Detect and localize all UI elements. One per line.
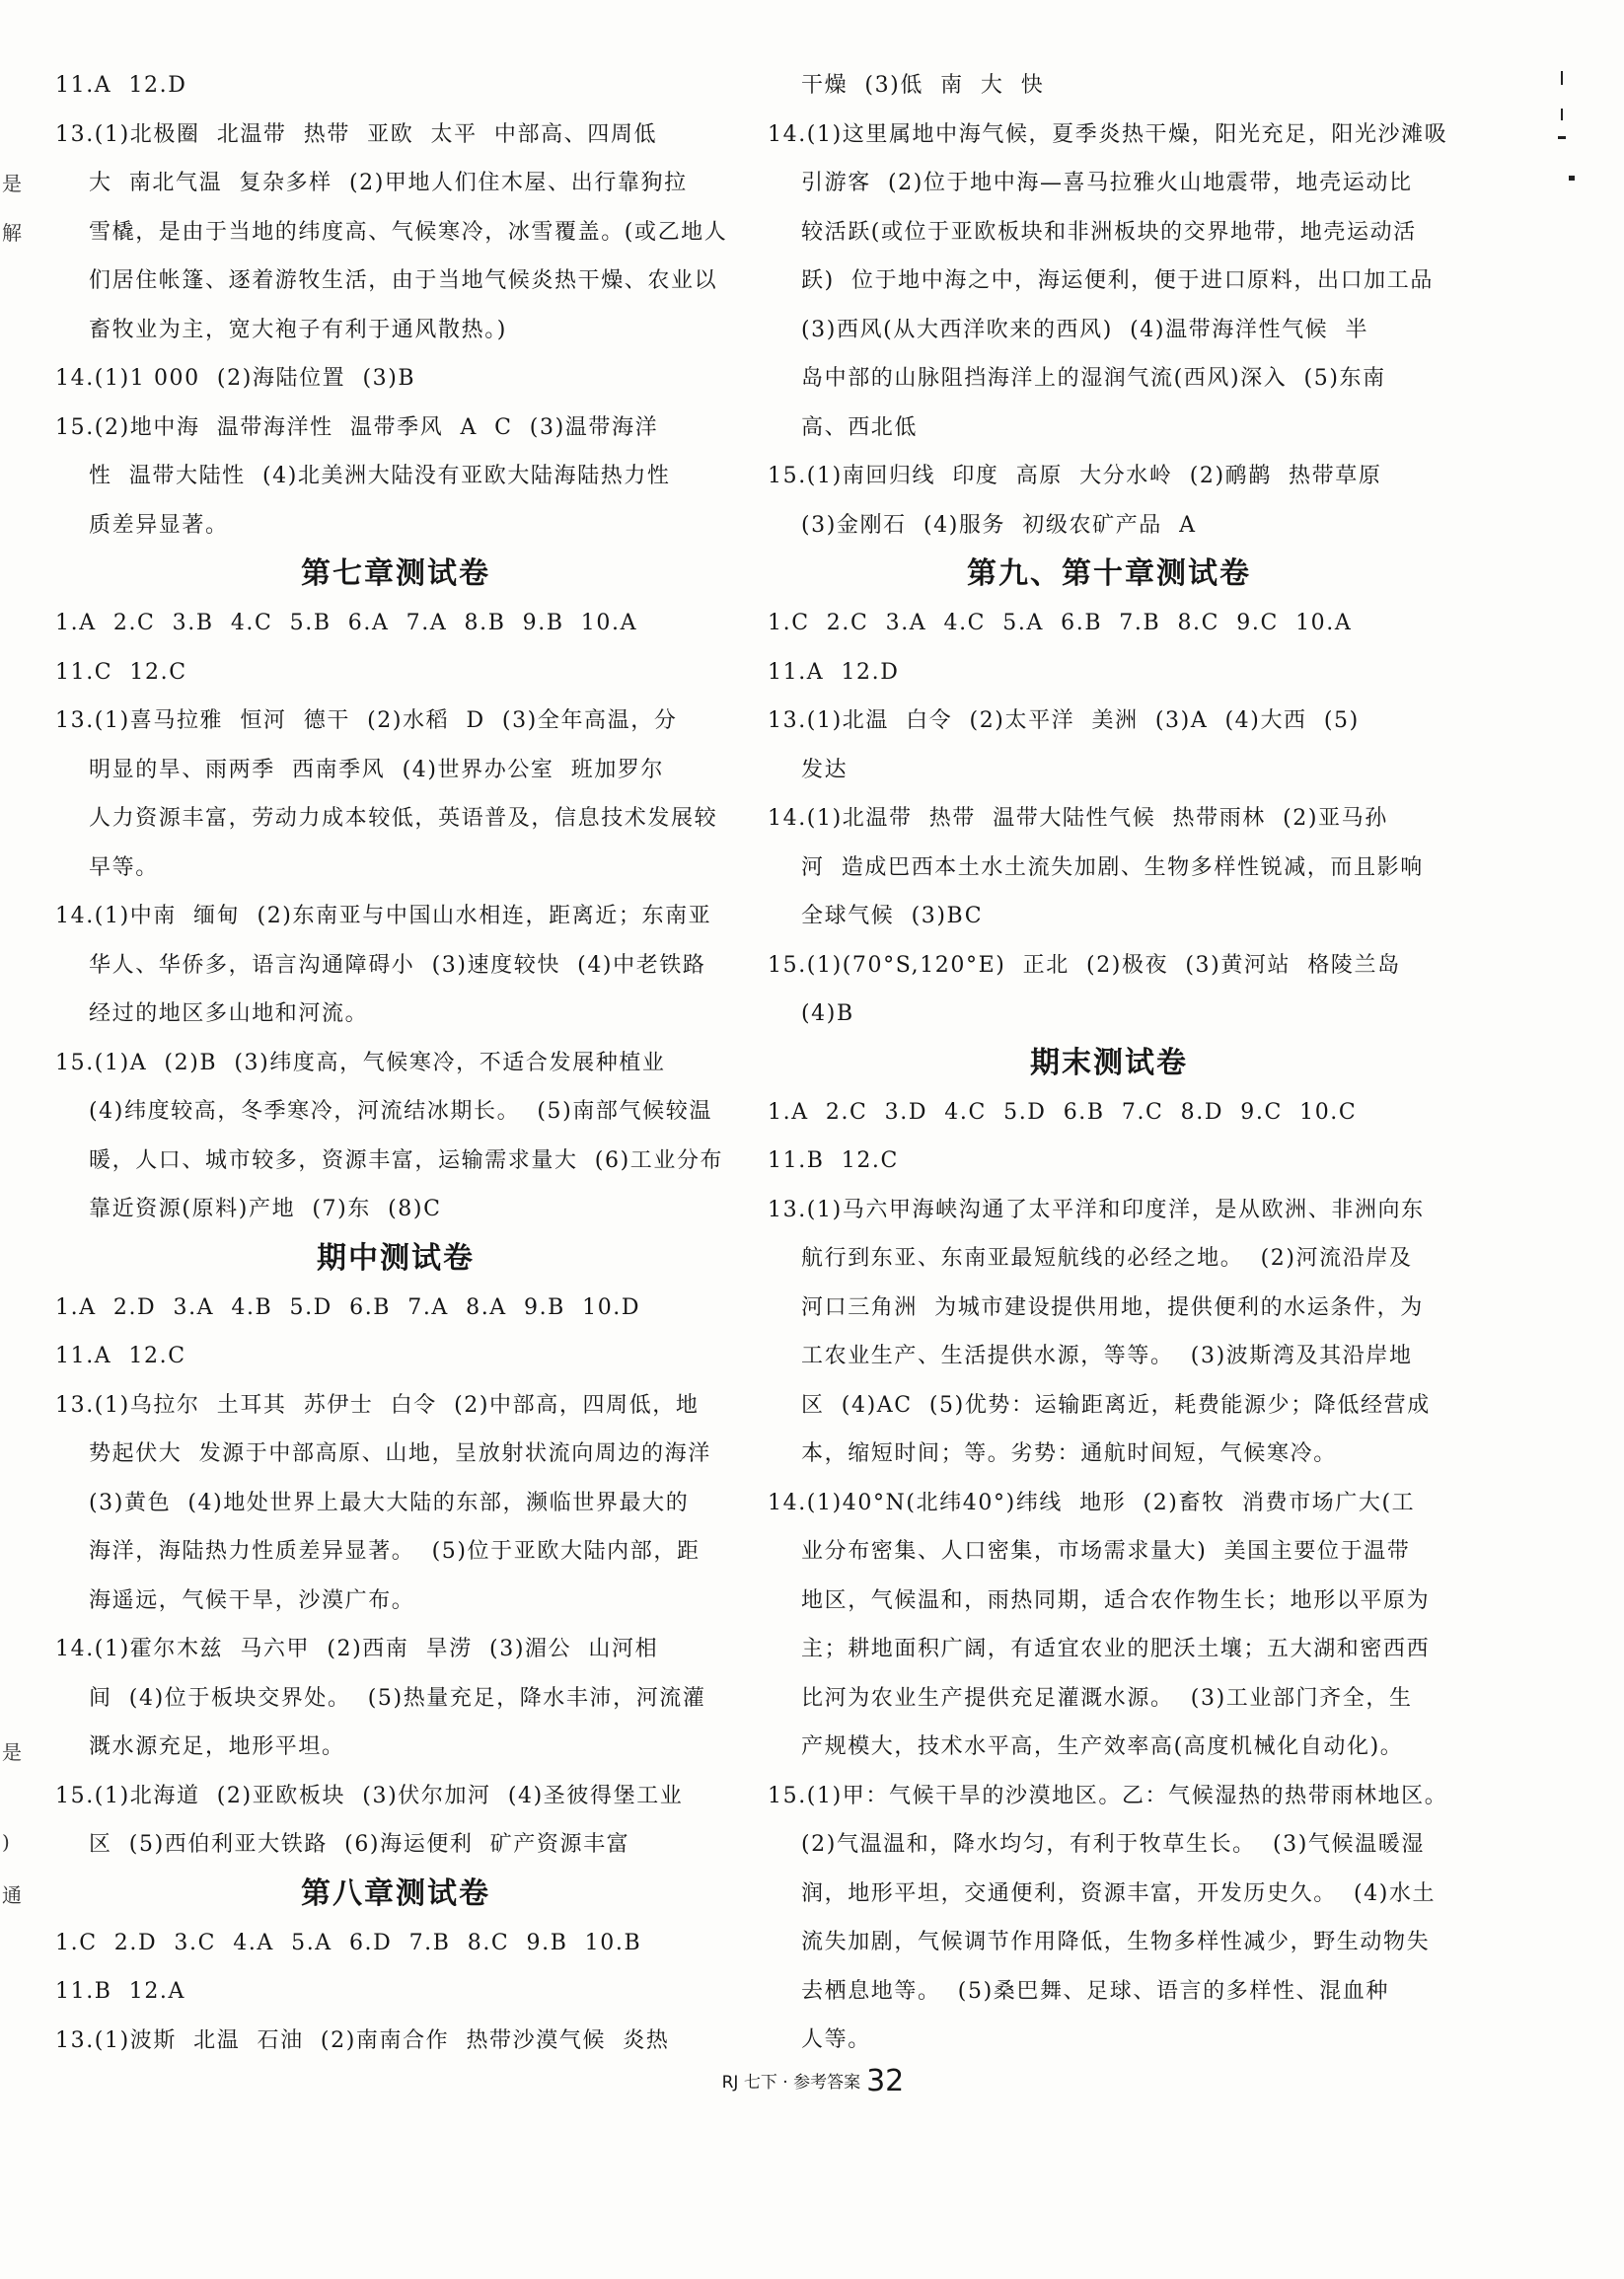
answer-line: (3)金刚石 (4)服务 初级农矿产品 A bbox=[801, 512, 1197, 538]
answer-line: 1.A 2.D 3.A 4.B 5.D 6.B 7.A 8.A 9.B 10.D bbox=[55, 1294, 641, 1320]
answer-line: 海洋，海陆热力性质差异显著。 (5)位于亚欧大陆内部，距 bbox=[89, 1539, 701, 1564]
answer-line: 1.A 2.C 3.D 4.C 5.D 6.B 7.C 8.D 9.C 10.C bbox=[768, 1099, 1358, 1125]
answer-line: 产规模大，技术水平高，生产效率高(高度机械化自动化)。 bbox=[801, 1734, 1404, 1759]
answer-line: 发达 bbox=[801, 757, 849, 782]
margin-mark bbox=[1569, 176, 1575, 181]
section-heading: 期中测试卷 bbox=[317, 1240, 475, 1276]
margin-mark bbox=[1561, 109, 1563, 120]
answer-line: 13.(1)北极圈 北温带 热带 亚欧 太平 中部高、四周低 bbox=[55, 121, 658, 147]
footer-label: RJ 七下 · 参考答案 bbox=[721, 2073, 861, 2093]
answer-line: 区 (4)AC (5)优势：运输距离近，耗费能源少；降低经营成 bbox=[801, 1392, 1431, 1418]
margin-mark bbox=[1558, 136, 1566, 139]
answer-line: 11.A 12.D bbox=[768, 659, 900, 685]
answer-line: 14.(1)40°N(北纬40°)纬线 地形 (2)畜牧 消费市场广大(工 bbox=[768, 1490, 1416, 1515]
answer-line: 本，缩短时间；等。劣势：通航时间短，气候寒冷。 bbox=[801, 1441, 1337, 1466]
answer-line: 雪橇，是由于当地的纬度高、气候寒冷，冰雪覆盖。(或乙地人 bbox=[89, 219, 728, 245]
answer-line: 海遥远，气候干旱，沙漠广布。 bbox=[89, 1587, 415, 1613]
answer-line: 润，地形平坦，交通便利，资源丰富，开发历史久。 (4)水土 bbox=[801, 1880, 1437, 1906]
answer-line: 14.(1)这里属地中海气候，夏季炎热干燥，阳光充足，阳光沙滩吸 bbox=[768, 121, 1448, 147]
answer-line: 15.(2)地中海 温带海洋性 温带季风 A C (3)温带海洋 bbox=[55, 414, 659, 440]
answer-line: 去栖息地等。 (5)桑巴舞、足球、语言的多样性、混血种 bbox=[801, 1978, 1389, 2004]
section-heading: 第九、第十章测试卷 bbox=[967, 556, 1251, 591]
answer-line: 流失加剧，气候调节作用降低，生物多样性减少，野生动物失 bbox=[801, 1930, 1431, 1954]
answer-line: 们居住帐篷、逐着游牧生活，由于当地气候炎热干燥、农业以 bbox=[89, 268, 718, 293]
answer-line: 主；耕地面积广阔，有适宜农业的肥沃土壤；五大湖和密西西 bbox=[801, 1637, 1431, 1661]
answer-line: 11.C 12.C bbox=[55, 659, 187, 685]
answer-line: 全球气候 (3)BC bbox=[801, 904, 984, 928]
answer-line: 地区，气候温和，雨热同期，适合农作物生长；地形以平原为 bbox=[801, 1587, 1431, 1613]
answer-line: 高、西北低 bbox=[801, 414, 919, 440]
answer-line: 14.(1)霍尔木兹 马六甲 (2)西南 旱涝 (3)湄公 山河相 bbox=[55, 1637, 659, 1661]
answer-line: 河 造成巴西本土水土流失加剧、生物多样性锐减，而且影响 bbox=[801, 854, 1424, 880]
answer-line: 15.(1)(70°S,120°E) 正北 (2)极夜 (3)黄河站 格陵兰岛 bbox=[768, 952, 1401, 978]
answer-line: 13.(1)北温 白令 (2)太平洋 美洲 (3)A (4)大西 (5) bbox=[768, 708, 1360, 733]
answer-line: 11.B 12.A bbox=[55, 1979, 186, 2004]
page-number: 32 bbox=[866, 2064, 905, 2098]
answer-line: 工农业生产、生活提供水源，等等。 (3)波斯湾及其沿岸地 bbox=[801, 1344, 1413, 1368]
edge-fragment: 是 bbox=[2, 172, 22, 195]
answer-line: 溉水源充足，地形平坦。 bbox=[89, 1734, 345, 1759]
answer-line: 早等。 bbox=[89, 854, 159, 880]
edge-fragment: 解 bbox=[2, 221, 22, 245]
answer-line: 质差异显著。 bbox=[89, 512, 229, 538]
answer-line: 人等。 bbox=[801, 2027, 871, 2052]
answer-line: 河口三角洲 为城市建设提供用地，提供便利的水运条件，为 bbox=[801, 1294, 1424, 1320]
answer-line: 大 南北气温 复杂多样 (2)甲地人们住木屋、出行靠狗拉 bbox=[89, 171, 688, 195]
answer-line: (3)黄色 (4)地处世界上最大大陆的东部，濒临世界最大的 bbox=[89, 1490, 690, 1515]
answer-line: 经过的地区多山地和河流。 bbox=[89, 1001, 369, 1026]
left-column bbox=[55, 61, 736, 2065]
answer-line: 15.(1)A (2)B (3)纬度高，气候寒冷，不适合发展种植业 bbox=[55, 1050, 666, 1075]
answer-line: 间 (4)位于板块交界处。 (5)热量充足，降水丰沛，河流灌 bbox=[89, 1685, 706, 1711]
answer-line: 较活跃(或位于亚欧板块和非洲板块的交界地带，地壳运动活 bbox=[801, 219, 1417, 245]
answer-line: 性 温带大陆性 (4)北美洲大陆没有亚欧大陆海陆热力性 bbox=[89, 464, 671, 488]
edge-fragment: 是 bbox=[2, 1740, 22, 1764]
answer-line: 15.(1)甲：气候干旱的沙漠地区。乙：气候湿热的热带雨林地区。 bbox=[768, 1783, 1448, 1808]
right-column bbox=[768, 61, 1450, 2065]
answer-line: (4)B bbox=[801, 1001, 854, 1026]
answer-line: 畜牧业为主，宽大袍子有利于通风散热。) bbox=[89, 317, 507, 342]
answer-line: 华人、华侨多，语言沟通障碍小 (3)速度较快 (4)中老铁路 bbox=[89, 952, 706, 978]
edge-fragment: 通 bbox=[2, 1883, 22, 1907]
answer-line: 15.(1)北海道 (2)亚欧板块 (3)伏尔加河 (4)圣彼得堡工业 bbox=[55, 1783, 684, 1808]
answer-line: 岛中部的山脉阻挡海洋上的湿润气流(西风)深入 (5)东南 bbox=[801, 366, 1386, 391]
page-footer bbox=[701, 2044, 947, 2118]
answer-line: 14.(1)中南 缅甸 (2)东南亚与中国山水相连，距离近；东南亚 bbox=[55, 904, 712, 928]
answer-line: 14.(1)北温带 热带 温带大陆性气候 热带雨林 (2)亚马孙 bbox=[768, 806, 1388, 831]
margin-mark bbox=[1561, 71, 1563, 85]
answer-line: 1.C 2.C 3.A 4.C 5.A 6.B 7.B 8.C 9.C 10.A bbox=[768, 611, 1353, 635]
answer-line: 1.C 2.D 3.C 4.A 5.A 6.D 7.B 8.C 9.B 10.B bbox=[55, 1930, 642, 1955]
section-heading: 第八章测试卷 bbox=[301, 1875, 490, 1911]
answer-line: 靠近资源(原料)产地 (7)东 (8)C bbox=[89, 1197, 442, 1221]
answer-line: 11.A 12.C bbox=[55, 1344, 186, 1368]
answer-line: 暖，人口、城市较多，资源丰富，运输需求量大 (6)工业分布 bbox=[89, 1147, 724, 1173]
answer-line: 14.(1)1 000 (2)海陆位置 (3)B bbox=[55, 366, 416, 391]
answer-line: 11.B 12.C bbox=[768, 1148, 899, 1173]
answer-line: 航行到东亚、东南亚最短航线的必经之地。 (2)河流沿岸及 bbox=[801, 1246, 1413, 1271]
answer-line: 势起伏大 发源于中部高原、山地，呈放射状流向周边的海洋 bbox=[89, 1441, 711, 1466]
answer-line: 业分布密集、人口密集，市场需求量大) 美国主要位于温带 bbox=[801, 1539, 1411, 1564]
answer-line: 人力资源丰富，劳动力成本较低，英语普及，信息技术发展较 bbox=[89, 806, 718, 831]
answer-line: 13.(1)波斯 北温 石油 (2)南南合作 热带沙漠气候 炎热 bbox=[55, 2027, 670, 2053]
answer-line: 1.A 2.C 3.B 4.C 5.B 6.A 7.A 8.B 9.B 10.A bbox=[55, 611, 638, 635]
answer-line: 13.(1)乌拉尔 土耳其 苏伊士 白令 (2)中部高，四周低，地 bbox=[55, 1392, 700, 1418]
answer-line: (2)气温温和，降水均匀，有利于牧草生长。 (3)气候温暖湿 bbox=[801, 1832, 1425, 1857]
answer-line: 区 (5)西伯利亚大铁路 (6)海运便利 矿产资源丰富 bbox=[89, 1832, 630, 1857]
section-heading: 第七章测试卷 bbox=[301, 556, 490, 591]
answer-line: 13.(1)马六甲海峡沟通了太平洋和印度洋，是从欧洲、非洲向东 bbox=[768, 1197, 1425, 1222]
answer-line: (3)西风(从大西洋吹来的西风) (4)温带海洋性气候 半 bbox=[801, 317, 1369, 342]
answer-line: 明显的旱、雨两季 西南季风 (4)世界办公室 班加罗尔 bbox=[89, 757, 665, 782]
answer-line: 干燥 (3)低 南 大 快 bbox=[801, 73, 1045, 98]
section-heading: 期末测试卷 bbox=[1030, 1045, 1188, 1080]
answer-line: 比河为农业生产提供充足灌溉水源。 (3)工业部门齐全，生 bbox=[801, 1685, 1413, 1711]
answer-line: 15.(1)南回归线 印度 高原 大分水岭 (2)鸸鹋 热带草原 bbox=[768, 464, 1382, 488]
answer-line: 引游客 (2)位于地中海—喜马拉雅火山地震带，地壳运动比 bbox=[801, 171, 1413, 195]
answer-line: 跃) 位于地中海之中，海运便利，便于进口原料，出口加工品 bbox=[801, 268, 1434, 293]
answer-line: 11.A 12.D bbox=[55, 73, 187, 98]
edge-fragment: ) bbox=[2, 1830, 10, 1854]
answer-line: (4)纬度较高，冬季寒冷，河流结冰期长。 (5)南部气候较温 bbox=[89, 1099, 712, 1124]
answer-line: 13.(1)喜马拉雅 恒河 德干 (2)水稻 D (3)全年高温，分 bbox=[55, 708, 678, 733]
